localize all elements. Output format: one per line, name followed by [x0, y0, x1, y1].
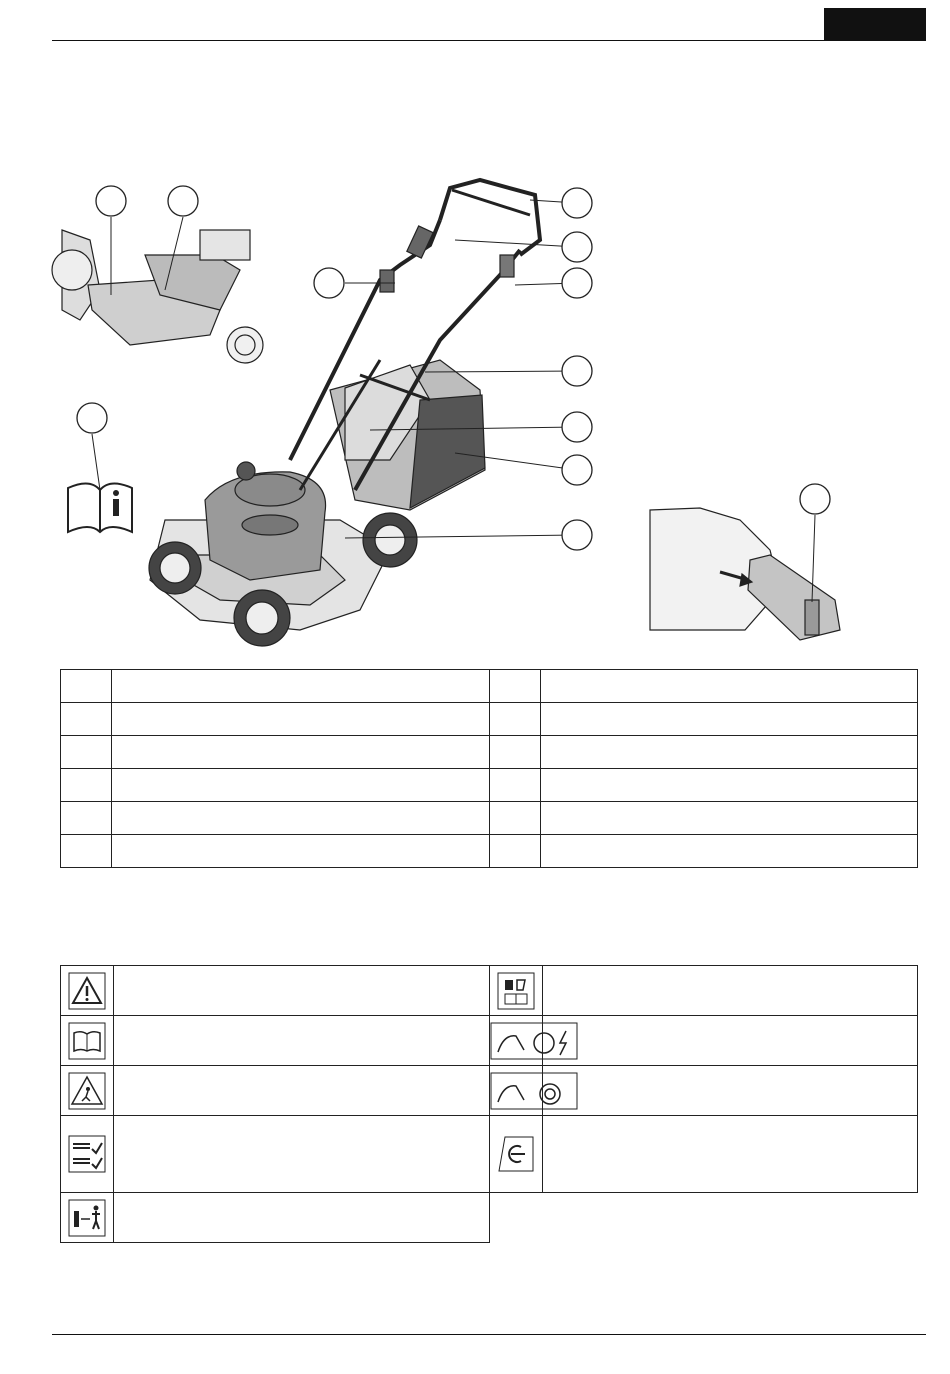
- part-name: [112, 769, 490, 802]
- part-name: [112, 670, 490, 703]
- part-name: [540, 802, 918, 835]
- parts-row: [61, 802, 918, 835]
- part-number: [489, 670, 540, 703]
- symbol-description: [542, 1066, 918, 1116]
- part-name: [540, 703, 918, 736]
- part-number: [61, 670, 112, 703]
- part-number: [61, 736, 112, 769]
- parts-table: [60, 669, 918, 868]
- parts-row: [61, 736, 918, 769]
- symbol-description: [542, 1116, 918, 1193]
- part-number: [61, 769, 112, 802]
- mower-drawing: [0, 160, 950, 665]
- part-number: [61, 835, 112, 868]
- part-name: [112, 802, 490, 835]
- symbol-description: [114, 1116, 490, 1193]
- part-number: [489, 736, 540, 769]
- symbol-description: [542, 1016, 918, 1066]
- parts-row: [61, 703, 918, 736]
- part-name: [540, 769, 918, 802]
- manual-book-icon: [61, 1016, 114, 1066]
- symbol-row: [61, 1193, 918, 1243]
- part-number: [489, 802, 540, 835]
- symbol-description: [114, 1066, 490, 1116]
- hand-foot-protection-icon: [61, 1116, 114, 1193]
- engine-start-electric-icon: [489, 1016, 542, 1066]
- book-info-icon: [68, 483, 132, 532]
- warning-triangle-icon: [61, 966, 114, 1016]
- keep-distance-icon: [61, 1193, 114, 1243]
- part-name: [112, 736, 490, 769]
- mower-overview-illustration: [0, 160, 950, 665]
- parts-row: [61, 769, 918, 802]
- part-name: [540, 736, 918, 769]
- symbol-row: [61, 1066, 918, 1116]
- inset-rear-flap-drawing: [52, 225, 263, 375]
- language-tab: [824, 8, 926, 41]
- part-name: [112, 703, 490, 736]
- symbol-description: [542, 966, 918, 1016]
- symbol-row: [61, 1116, 918, 1193]
- part-number: [489, 769, 540, 802]
- thrown-objects-icon: [61, 1066, 114, 1116]
- part-name: [112, 835, 490, 868]
- parts-row: [61, 670, 918, 703]
- symbol-description: [114, 1193, 490, 1243]
- footer-rule: [52, 1334, 926, 1335]
- part-name: [540, 670, 918, 703]
- symbol-row: [61, 1016, 918, 1066]
- part-number: [61, 703, 112, 736]
- part-number: [489, 835, 540, 868]
- engine-stop-icon: [489, 1066, 542, 1116]
- symbols-table: [60, 965, 918, 1243]
- symbol-description: [114, 966, 490, 1016]
- part-name: [540, 835, 918, 868]
- header-rule: [52, 40, 926, 41]
- part-number: [489, 703, 540, 736]
- inset-mulch-plug-drawing: [645, 505, 840, 640]
- parts-row: [61, 835, 918, 868]
- grass-catcher-icon: [489, 966, 542, 1016]
- symbol-description: [114, 1016, 490, 1066]
- symbol-row: [61, 966, 918, 1016]
- rotating-blade-icon: [489, 1116, 542, 1193]
- part-number: [61, 802, 112, 835]
